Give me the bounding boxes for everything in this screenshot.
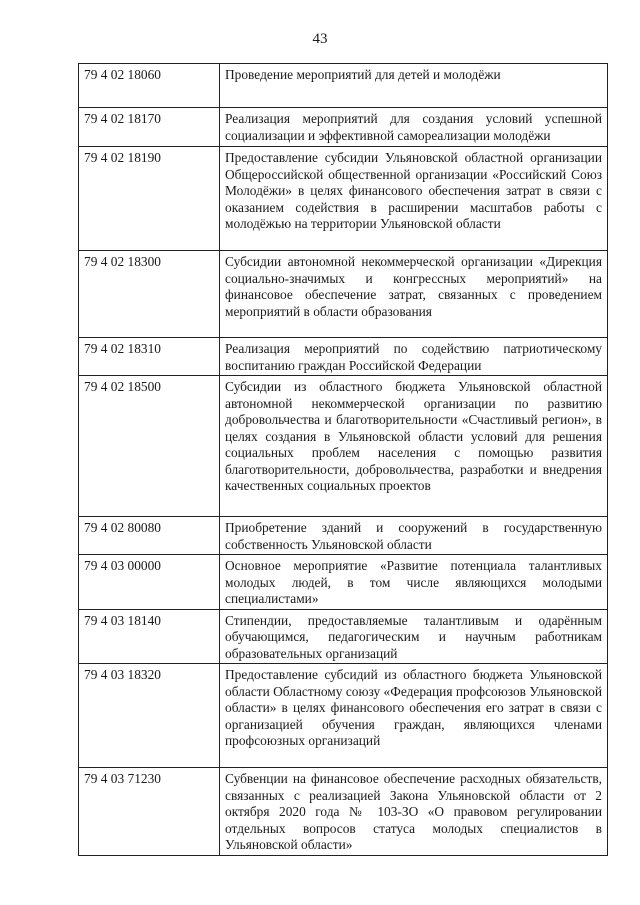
row-code: 79 4 02 18060 xyxy=(79,64,220,108)
row-description: Приобретение зданий и сооружений в государственную собственность Ульяновской области xyxy=(220,517,608,555)
row-code: 79 4 03 18320 xyxy=(79,664,220,768)
row-description: Субвенции на финансовое обеспечение расходных обязательств, связанных с реализацией Закона Ульяновской области от 2 октября 2020 года № 103-ЗО «О правовом регулировании отдельных вопросов статуса молодых специалистов в Ульяновской области» xyxy=(220,768,608,856)
row-code: 79 4 02 18500 xyxy=(79,376,220,517)
row-code: 79 4 02 18190 xyxy=(79,147,220,251)
table-row xyxy=(79,609,608,664)
row-code: 79 4 02 80080 xyxy=(79,517,220,555)
table-row xyxy=(79,664,608,768)
row-code: 79 4 03 00000 xyxy=(79,555,220,610)
table-row xyxy=(79,64,608,108)
table-row xyxy=(79,768,608,856)
table-row xyxy=(79,338,608,376)
row-code: 79 4 02 18310 xyxy=(79,338,220,376)
row-description: Проведение мероприятий для детей и молодёжи xyxy=(220,64,608,108)
budget-classification-table xyxy=(78,63,608,856)
row-code: 79 4 02 18300 xyxy=(79,251,220,338)
table-row xyxy=(79,251,608,338)
row-description: Предоставление субсидии Ульяновской областной организации Общероссийской общественной организации «Российский Союз Молодёжи» в целях финансового обеспечения затрат в связи с оказанием содействия в расширении масштабов работы с молодёжью на территории Ульяновской области xyxy=(220,147,608,251)
table-row xyxy=(79,147,608,251)
row-description: Реализация мероприятий для создания условий успешной социализации и эффективной самореализации молодёжи xyxy=(220,108,608,147)
table-row xyxy=(79,376,608,517)
table-row xyxy=(79,108,608,147)
row-description: Предоставление субсидий из областного бюджета Ульяновской области Областному союзу «Федерация профсоюзов Ульяновской области» в целях финансового обеспечения его затрат в связи с организацией обучения граждан, являющихся членами профсоюзных организаций xyxy=(220,664,608,768)
table-row xyxy=(79,517,608,555)
row-description: Субсидии автономной некоммерческой организации «Дирекция социально-значимых и конгрессных мероприятий» на финансовое обеспечение затрат, связанных с проведением мероприятий в области образования xyxy=(220,251,608,338)
row-description: Реализация мероприятий по содействию патриотическому воспитанию граждан Российской Федерации xyxy=(220,338,608,376)
row-description: Стипендии, предоставляемые талантливым и одарённым обучающимся, педагогическим и научным работникам образовательных организаций xyxy=(220,609,608,664)
row-code: 79 4 03 18140 xyxy=(79,609,220,664)
row-description: Основное мероприятие «Развитие потенциала талантливых молодых людей, в том числе являющихся молодыми специалистами» xyxy=(220,555,608,610)
page-number: 43 xyxy=(312,31,328,47)
row-code: 79 4 03 71230 xyxy=(79,768,220,856)
row-description: Субсидии из областного бюджета Ульяновской областной автономной некоммерческой организации по развитию добровольчества и благотворительности «Счастливый регион», в целях создания в Ульяновской области условий для решения социальных проблем населения с помощью развития благотворительности, добровольчества, разработки и внедрения качественных социальных проектов xyxy=(220,376,608,517)
row-code: 79 4 02 18170 xyxy=(79,108,220,147)
table-row xyxy=(79,555,608,610)
